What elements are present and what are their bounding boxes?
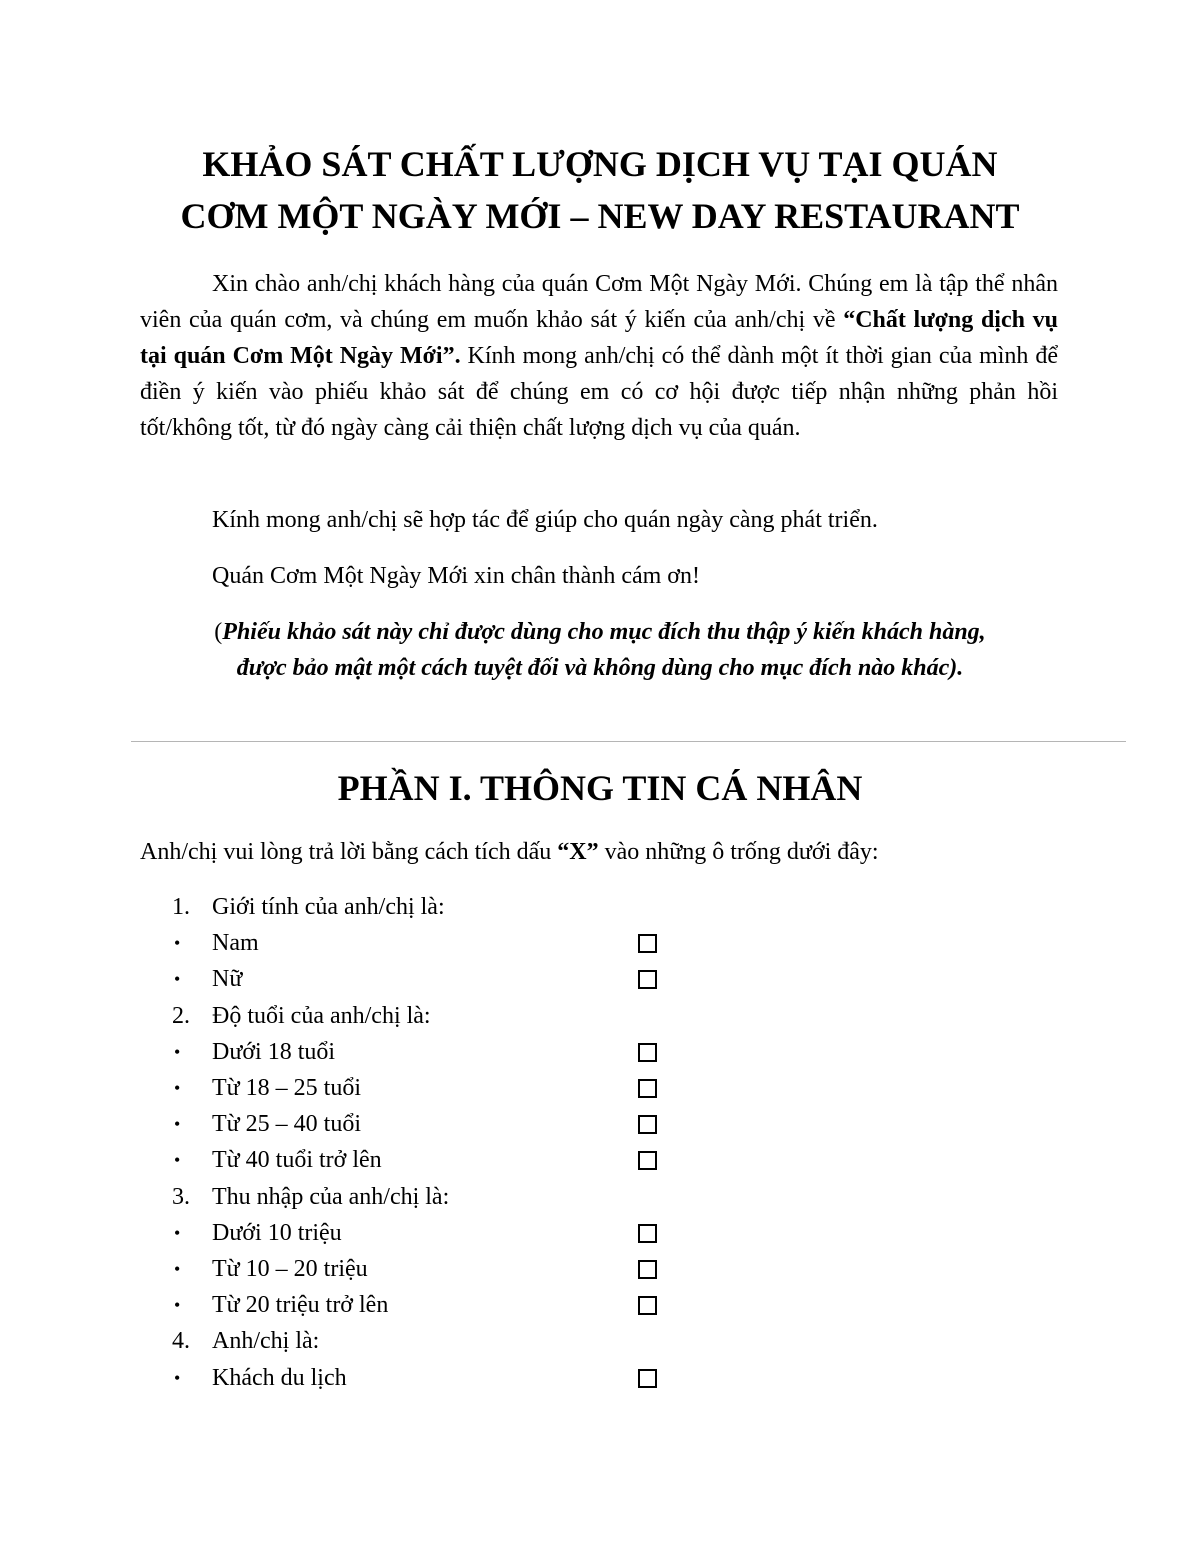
- cooperate-paragraph: Kính mong anh/chị sẽ hợp tác để giúp cho quán ngày càng phát triển.: [212, 507, 878, 533]
- question-text: Độ tuổi của anh/chị là:: [212, 1002, 431, 1029]
- bullet-icon: •: [174, 1222, 181, 1243]
- survey-title-line2: CƠM MỘT NGÀY MỚI – NEW DAY RESTAURANT: [180, 196, 1020, 236]
- option-label: Từ 18 – 25 tuổi: [212, 1075, 362, 1101]
- instruction-before: Anh/chị vui lòng trả lời bằng cách tích dấu: [140, 839, 558, 865]
- bullet-icon: •: [174, 933, 181, 954]
- option-row: [0, 1070, 1200, 1106]
- option-row: [0, 1251, 1200, 1287]
- option-label: Từ 10 – 20 triệu: [212, 1256, 368, 1282]
- bullet-icon: •: [174, 1295, 181, 1316]
- section-title: PHẦN I. THÔNG TIN CÁ NHÂN: [337, 768, 863, 808]
- survey-title-line1: KHẢO SÁT CHẤT LƯỢNG DỊCH VỤ TẠI QUÁN: [202, 144, 998, 184]
- intro-paragraph: [140, 266, 1058, 446]
- option-row: [0, 925, 1200, 961]
- question-text: Giới tính của anh/chị là:: [212, 894, 445, 920]
- option-label: Nữ: [212, 966, 243, 993]
- question-number: 1.: [172, 894, 190, 920]
- option-row: [0, 1287, 1200, 1323]
- bullet-icon: •: [174, 1367, 181, 1388]
- bullet-icon: •: [174, 969, 181, 990]
- question-number: 3.: [172, 1183, 190, 1210]
- intro-bold-quote: “Chất lượng dịch vụ tại quán Cơm Một Ngày Mới”.: [140, 307, 1059, 369]
- instruction-after: vào những ô trống dưới đây:: [598, 839, 879, 865]
- instruction-mark: “X”: [557, 839, 599, 865]
- question-1: [0, 889, 1200, 925]
- question-2: [0, 998, 1200, 1034]
- option-checkbox[interactable]: [638, 1115, 657, 1134]
- question-number: 4.: [172, 1328, 190, 1355]
- bullet-icon: •: [174, 1078, 181, 1098]
- option-checkbox[interactable]: [638, 934, 657, 953]
- option-label: Dưới 18 tuổi: [212, 1038, 336, 1065]
- option-row: [0, 1106, 1200, 1142]
- section-divider: [131, 741, 1126, 742]
- option-checkbox[interactable]: [638, 1079, 657, 1098]
- thanks-paragraph: Quán Cơm Một Ngày Mới xin chân thành cám ơn!: [212, 563, 700, 589]
- option-label: Khách du lịch: [212, 1364, 347, 1391]
- option-label: Nam: [212, 930, 259, 957]
- question-4: [0, 1323, 1200, 1359]
- option-label: Dưới 10 triệu: [212, 1219, 342, 1246]
- option-row: [0, 1142, 1200, 1178]
- option-row: [0, 1034, 1200, 1070]
- survey-title: [0, 138, 1200, 242]
- privacy-note-open: (: [214, 619, 223, 645]
- option-checkbox[interactable]: [638, 1043, 657, 1062]
- option-checkbox[interactable]: [638, 1296, 657, 1315]
- option-label: Từ 40 tuổi trở lên: [212, 1147, 382, 1174]
- instruction-text: [140, 834, 879, 870]
- bullet-icon: •: [174, 1150, 181, 1171]
- question-text: Thu nhập của anh/chị là:: [212, 1183, 450, 1210]
- option-checkbox[interactable]: [638, 1224, 657, 1243]
- option-row: [0, 961, 1200, 997]
- option-row: [0, 1360, 1200, 1396]
- option-label: Từ 20 triệu trở lên: [212, 1292, 389, 1319]
- question-number: 2.: [172, 1002, 190, 1029]
- option-label: Từ 25 – 40 tuổi: [212, 1111, 362, 1138]
- intro-text-part2: Kính mong anh/chị có thể dành một ít thời gian của mình để điền ý kiến vào phiếu khảo sát để chúng em có cơ hội được tiếp nhận những phản hồi tốt/không tốt, từ đó ngày càng cải thiện chất lượng dịch vụ của quán.: [140, 343, 1059, 441]
- question-text: Anh/chị là:: [212, 1328, 320, 1355]
- option-checkbox[interactable]: [638, 970, 657, 989]
- option-checkbox[interactable]: [638, 1151, 657, 1170]
- option-row: [0, 1215, 1200, 1251]
- privacy-note: [0, 614, 1200, 686]
- question-3: [0, 1179, 1200, 1215]
- bullet-icon: •: [174, 1041, 181, 1062]
- privacy-note-line2: được bảo mật một cách tuyệt đối và không dùng cho mục đích nào khác).: [236, 655, 964, 681]
- option-checkbox[interactable]: [638, 1260, 657, 1279]
- bullet-icon: •: [174, 1114, 181, 1135]
- privacy-note-line1: Phiếu khảo sát này chỉ được dùng cho mục đích thu thập ý kiến khách hàng,: [222, 619, 986, 645]
- option-checkbox[interactable]: [638, 1369, 657, 1388]
- intro-text-part1: Xin chào anh/chị khách hàng của quán Cơm Một Ngày Mới. Chúng em là tập thể nhân viên của quán cơm, và chúng em muốn khảo sát ý kiến của anh/chị về: [140, 271, 1058, 333]
- bullet-icon: •: [174, 1259, 181, 1279]
